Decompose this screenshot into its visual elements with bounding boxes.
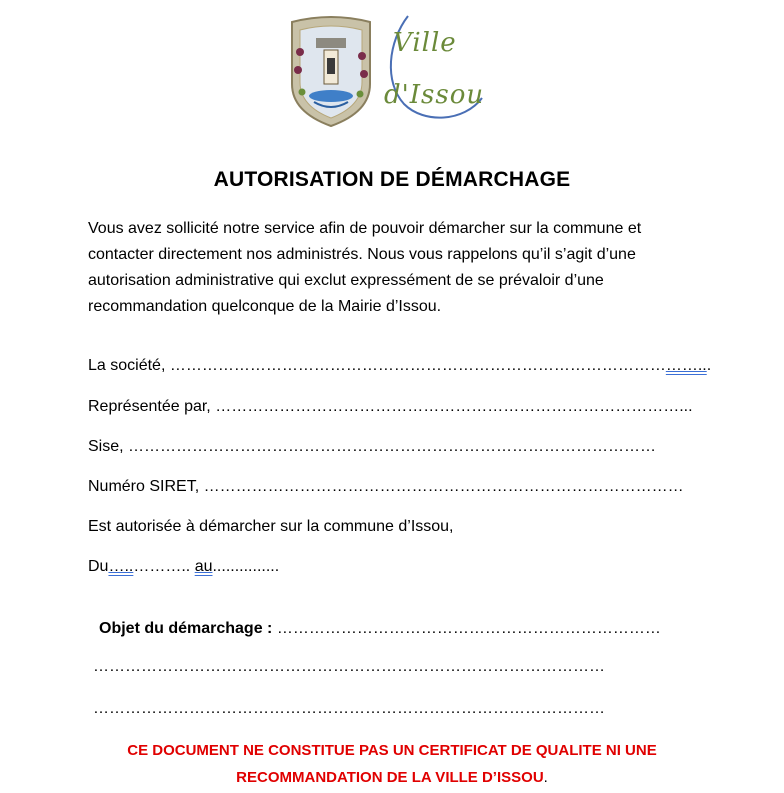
representee-label: Représentée par, [88, 398, 216, 415]
societe-label: La société, [88, 357, 170, 374]
logo-text-ville: Ville [393, 28, 457, 58]
field-representee [88, 398, 693, 416]
field-societe [88, 357, 711, 375]
du-label: Du [88, 558, 109, 575]
document-title: AUTORISATION DE DÉMARCHAGE [213, 168, 571, 191]
sise-dots: ……………………………………………………………………………………… [128, 438, 657, 455]
warning-line-2: RECOMMANDATION DE LA VILLE D’ISSOU [236, 769, 544, 786]
sise-label: Sise, [88, 438, 129, 455]
objet-line-3: …………………………………………………………………………………… [93, 700, 605, 717]
objet-label: Objet du démarchage : [99, 620, 273, 637]
field-sise [88, 438, 656, 456]
coat-of-arms-icon [288, 12, 374, 128]
warning-line-1: CE DOCUMENT NE CONSTITUE PAS UN CERTIFICAT DE QUALITE NI UNE [127, 742, 657, 759]
logo-text-issou: d'Issou [384, 80, 485, 110]
autorisee-text: Est autorisée à démarcher sur la commune d’Issou, [88, 518, 454, 535]
warning-end: . [543, 769, 548, 786]
objet-line-2: …………………………………………………………………………………… [93, 658, 605, 675]
field-dates [88, 558, 279, 576]
siret-label: Numéro SIRET, [88, 478, 204, 495]
siret-dots: ……………………………………………………………………………… [203, 478, 684, 495]
au-label: au [194, 558, 213, 575]
objet-dots: ……………………………………………………………… [272, 620, 661, 637]
societe-dots: ………………………………………………………………………………… [169, 357, 666, 374]
du-dots: ……….. [133, 558, 195, 575]
field-siret [88, 478, 684, 496]
city-logo [288, 12, 488, 128]
representee-dots: ……………………………………………………………………………... [215, 398, 693, 415]
field-objet [99, 620, 661, 638]
warning-notice [0, 737, 784, 791]
au-dots: ............... [212, 558, 280, 575]
du-dots-underlined: ….. [108, 558, 134, 575]
intro-paragraph: Vous avez sollicité notre service afin de pouvoir démarcher sur la commune et contacter directement nos administrés. Nous vous rappelons qu’il s’agit d’une autorisation administrative qui exclut expressément de se prévaloir d’une recommandation quelconque de la Mairie d’Issou. [88, 220, 642, 315]
societe-end: . [706, 357, 712, 374]
societe-dots-underlined: …….. [665, 357, 707, 374]
